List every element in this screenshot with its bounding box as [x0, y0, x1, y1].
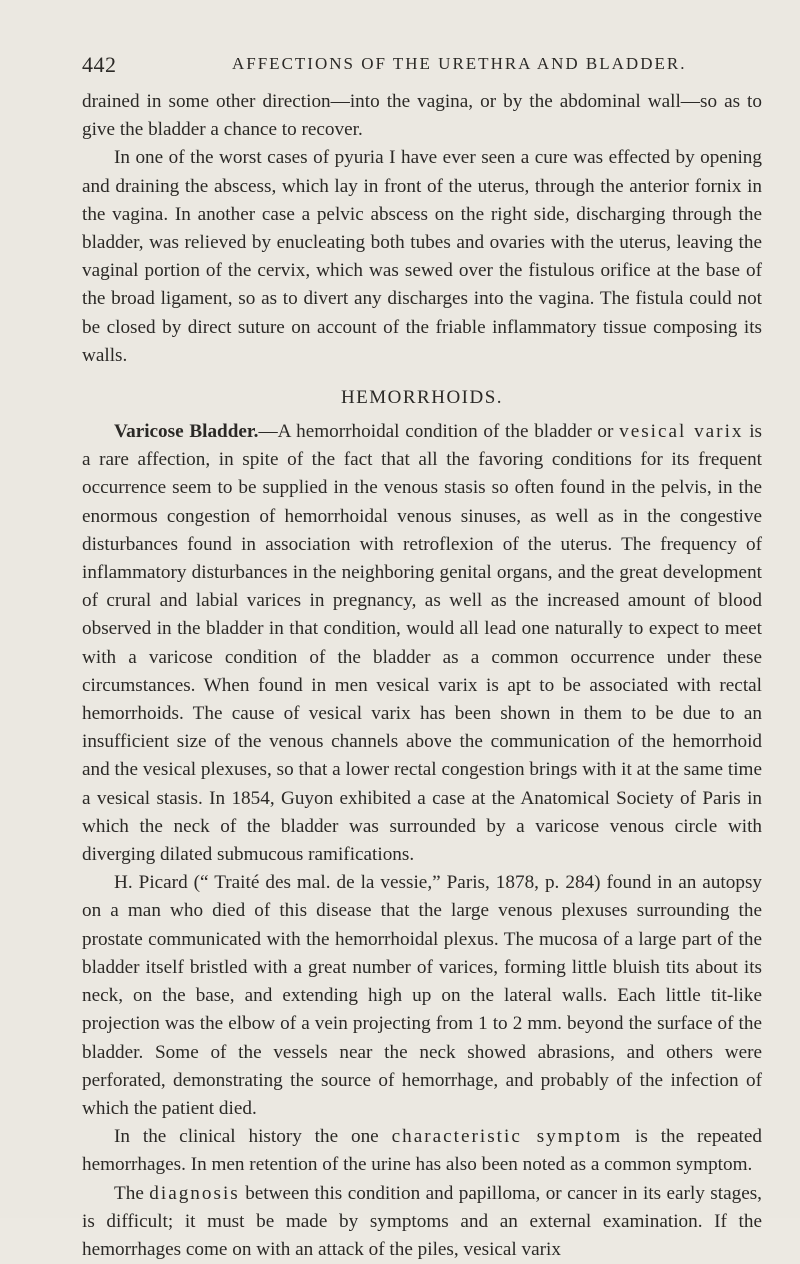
spaced-term: diagnosis: [149, 1182, 240, 1204]
body-text: [82, 88, 762, 1264]
paragraph-text: —A hemorrhoidal condition of the bladder or: [258, 421, 620, 443]
paragraph-diagnosis: [82, 1180, 762, 1264]
paragraph-text: In the clinical history the one: [114, 1126, 392, 1148]
paragraph-text: is a rare affection, in spite of the fact that all the favoring conditions for its frequent occurrence seem to be supplied in the venous stasis so often found in the pelvis, in the enormous congestion of hemorrhoidal venous sinuses, as well as in the congestive disturbances found in association with retroflexion of the uterus. The frequency of inflammatory disturbances in the neighboring genital organs, and the great development of crural and labial varices in pregnancy, as well as the increased amount of blood observed in the bladder in that condition, would all lead one naturally to expect to meet with a varicose condition of the bladder as a common occurrence under these circumstances. When found in men vesical varix is apt to be associated with rectal hemorrhoids. The cause of vesical varix has been shown in them to be due to an insufficient size of the venous channels above the communication of the hemorrhoid and the vesical plexuses, so that a lower rectal congestion brings with it at the same time a vesical stasis. In 1854, Guyon exhibited a case at the Anatomical Society of Paris in which the neck of the bladder was surrounded by a varicose venous circle with diverging dilated submucous ramifications.: [82, 421, 762, 866]
running-head-title: AFFECTIONS OF THE URETHRA AND BLADDER.: [232, 54, 687, 73]
spaced-term: vesical varix: [619, 421, 744, 443]
paragraph-clinical-history: [82, 1123, 762, 1179]
paragraph-pyuria-cases: In one of the worst cases of pyuria I have ever seen a cure was effected by opening and draining the abscess, which lay in front of the uterus, through the anterior fornix in the vagina. In another case a pelvic abscess on the right side, discharging through the bladder, was relieved by enucleating both tubes and ovaries with the uterus, leaving the vaginal portion of the cervix, which was sewed over the fistulous orifice at the base of the broad ligament, so as to divert any discharges into the vagina. The fistula could not be closed by direct suture on account of the friable inflammatory tissue composing its walls.: [82, 147, 762, 366]
page-number: 442: [82, 52, 117, 77]
spaced-term: characteristic symptom: [391, 1126, 623, 1148]
running-head: [82, 52, 762, 80]
paragraph-text: is the repeated hemorrhages. In men retention of the urine has also been noted as a common symptom.: [82, 1126, 762, 1176]
paragraph-text: between this condition and papilloma, or cancer in its early stages, is difficult; it must be made by symptoms and an external examination. If the hemorrhages come on with an attack of the piles, vesical varix: [82, 1182, 762, 1260]
paragraph-picard-autopsy: H. Picard (“ Traité des mal. de la vessie,” Paris, 1878, p. 284) found in an autopsy on a man who died of this disease that the large venous plexuses surrounding the prostate communicated with the hemorrhoidal plexus. The mucosa of a large part of the bladder itself bristled with a great number of varices, forming little bluish tits about its neck, on the base, and extending high up on the lateral walls. Each little tit-like projection was the elbow of a vein projecting from 1 to 2 mm. beyond the surface of the bladder. Some of the vessels near the neck showed abrasions, and others were perforated, demonstrating the source of hemorrhage, and probably of the infection of which the patient died.: [82, 872, 762, 1119]
paragraph-varicose-bladder: [82, 418, 762, 869]
paragraph-text: The: [114, 1182, 150, 1204]
paragraph-continuation: drained in some other direction—into the vagina, or by the abdominal wall—so as to give the bladder a chance to recover.: [82, 91, 762, 141]
run-in-heading: Varicose Bladder.: [114, 421, 259, 443]
section-heading-hemorrhoids: HEMORRHOIDS.: [340, 387, 504, 409]
